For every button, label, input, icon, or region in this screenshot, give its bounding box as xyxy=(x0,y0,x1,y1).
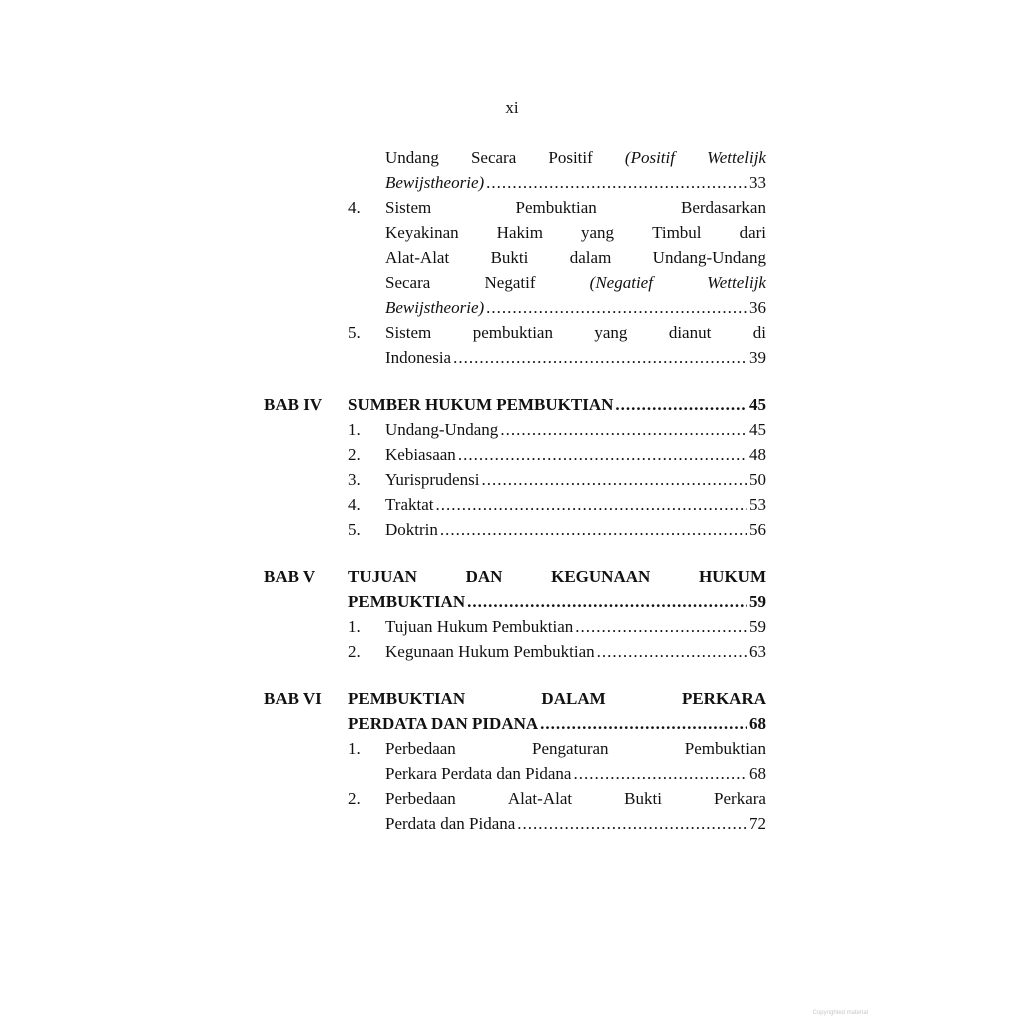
item-number: 3. xyxy=(348,470,361,489)
chapter-label: BAB IV xyxy=(264,395,323,414)
page-ref: 36 xyxy=(749,298,766,317)
dot-leader xyxy=(481,467,747,492)
page-ref: 45 xyxy=(749,395,766,414)
page-ref: 45 xyxy=(749,420,766,439)
dot-leader xyxy=(575,614,747,639)
toc-line xyxy=(264,245,766,270)
chapter-title: TUJUAN DAN KEGUNAAN HUKUM xyxy=(348,567,766,586)
dot-leader xyxy=(467,589,747,614)
item-number: 2. xyxy=(348,445,361,464)
list-item xyxy=(264,442,766,467)
item-number: 1. xyxy=(348,617,361,636)
list-item xyxy=(264,639,766,664)
toc-entry-text: Tujuan Hukum Pembuktian ..... 59 xyxy=(385,614,766,639)
chapter-title: PEMBUKTIAN DALAM PERKARA xyxy=(348,689,766,708)
toc-entry-text: Bewijstheorie) ..... 36 xyxy=(385,295,766,320)
item-number: 5. xyxy=(348,520,361,539)
toc-entry-text: Secara Negatif (Negatief Wettelijk xyxy=(385,273,766,292)
list-item xyxy=(264,761,766,786)
page-ref: 68 xyxy=(749,764,766,783)
list-item xyxy=(264,492,766,517)
item-number: 4. xyxy=(348,198,361,217)
dot-leader xyxy=(486,170,747,195)
toc-entry-text: Yurisprudensi ..... 50 xyxy=(385,467,766,492)
dot-leader xyxy=(615,392,747,417)
page-ref: 53 xyxy=(749,495,766,514)
chapter-title: SUMBER HUKUM PEMBUKTIAN ..... 45 xyxy=(348,392,766,417)
toc-line xyxy=(264,220,766,245)
dot-leader xyxy=(453,345,747,370)
toc-line xyxy=(264,320,766,345)
toc-line xyxy=(264,145,766,170)
page-ref: 39 xyxy=(749,348,766,367)
toc-entry-text: Alat-Alat Bukti dalam Undang-Undang xyxy=(385,248,766,267)
item-number: 2. xyxy=(348,789,361,808)
item-number: 1. xyxy=(348,739,361,758)
page-ref: 50 xyxy=(749,470,766,489)
chapter-label: BAB VI xyxy=(264,689,322,708)
list-item xyxy=(264,614,766,639)
chapter-heading xyxy=(264,589,766,614)
chapter-heading xyxy=(264,392,766,417)
chapter-heading xyxy=(264,711,766,736)
toc-entry-text: Undang Secara Positif (Positif Wettelijk xyxy=(385,148,766,167)
toc-entry-text: Keyakinan Hakim yang Timbul dari xyxy=(385,223,766,242)
dot-leader xyxy=(486,295,747,320)
chapter-heading xyxy=(264,564,766,589)
toc-entry-text: Sistem Pembuktian Berdasarkan xyxy=(385,198,766,217)
toc-line xyxy=(264,345,766,370)
page-number: xi xyxy=(505,98,519,117)
item-number: 5. xyxy=(348,323,361,342)
table-of-contents xyxy=(264,145,766,836)
dot-leader xyxy=(458,442,747,467)
toc-line xyxy=(264,270,766,295)
toc-line xyxy=(264,170,766,195)
chapter-title: PEMBUKTIAN ..... 59 xyxy=(348,589,766,614)
dot-leader xyxy=(500,417,747,442)
toc-entry-text: Perbedaan Pengaturan Pembuktian xyxy=(385,739,766,758)
page-ref: 56 xyxy=(749,520,766,539)
chapter-title: PERDATA DAN PIDANA ..... 68 xyxy=(348,711,766,736)
page-ref: 63 xyxy=(749,642,766,661)
toc-entry-text: Indonesia ..... 39 xyxy=(385,345,766,370)
page-ref: 68 xyxy=(749,714,766,733)
list-item xyxy=(264,417,766,442)
page-ref: 33 xyxy=(749,173,766,192)
toc-line xyxy=(264,195,766,220)
toc-line xyxy=(264,295,766,320)
chapter-heading xyxy=(264,686,766,711)
page-ref: 48 xyxy=(749,445,766,464)
toc-entry-text: Sistem pembuktian yang dianut di xyxy=(385,323,766,342)
list-item xyxy=(264,811,766,836)
chapter-label: BAB V xyxy=(264,567,316,586)
list-item xyxy=(264,736,766,761)
page-ref: 59 xyxy=(749,592,766,611)
copyright-watermark: Copyrighted material xyxy=(812,1010,868,1016)
item-number: 1. xyxy=(348,420,361,439)
page-ref: 72 xyxy=(749,814,766,833)
page-ref: 59 xyxy=(749,617,766,636)
toc-entry-text: Perdata dan Pidana ..... 72 xyxy=(385,811,766,836)
dot-leader xyxy=(440,517,747,542)
dot-leader xyxy=(517,811,747,836)
toc-entry-text: Kebiasaan ..... 48 xyxy=(385,442,766,467)
item-number: 4. xyxy=(348,495,361,514)
list-item xyxy=(264,517,766,542)
dot-leader xyxy=(573,761,747,786)
toc-entry-text: Perbedaan Alat-Alat Bukti Perkara xyxy=(385,789,766,808)
list-item xyxy=(264,786,766,811)
toc-entry-text: Traktat ..... 53 xyxy=(385,492,766,517)
list-item xyxy=(264,467,766,492)
item-number: 2. xyxy=(348,642,361,661)
toc-entry-text: Undang-Undang ..... 45 xyxy=(385,417,766,442)
toc-entry-text: Doktrin ..... 56 xyxy=(385,517,766,542)
dot-leader xyxy=(436,492,748,517)
toc-entry-text: Kegunaan Hukum Pembuktian ..... 63 xyxy=(385,639,766,664)
toc-entry-text: Perkara Perdata dan Pidana ..... 68 xyxy=(385,761,766,786)
dot-leader xyxy=(540,711,747,736)
dot-leader xyxy=(597,639,747,664)
toc-entry-text: Bewijstheorie) ..... 33 xyxy=(385,170,766,195)
